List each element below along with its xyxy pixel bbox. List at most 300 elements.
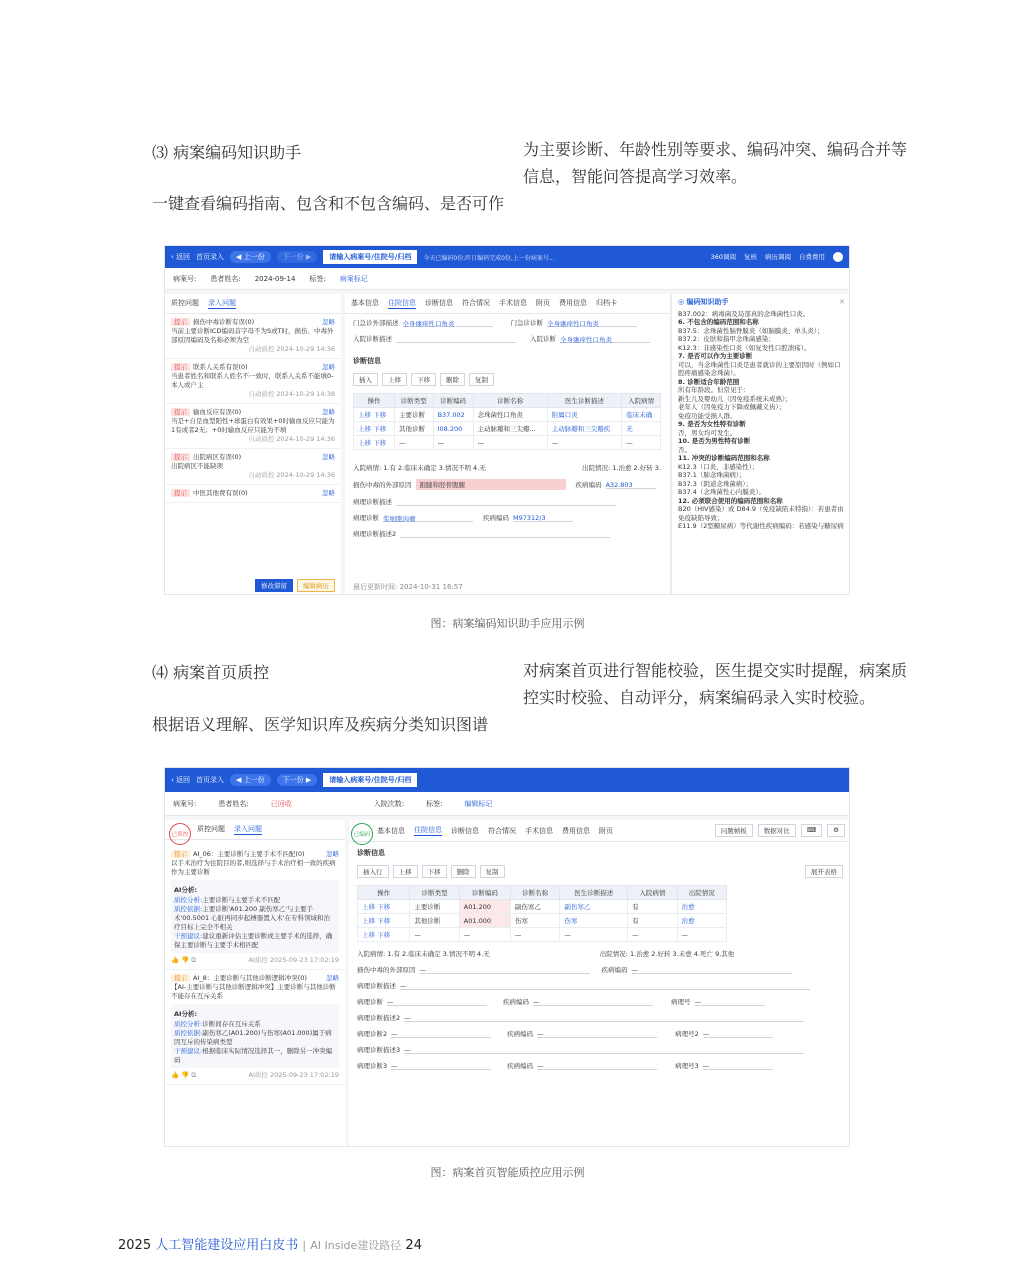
path-desc-label: 病理诊断描述 xyxy=(353,498,392,506)
self-pay-button[interactable]: 自费费用 xyxy=(799,253,825,261)
row-move-controls[interactable]: 上移 下移 xyxy=(354,436,395,450)
ai-issue-item xyxy=(165,846,345,970)
outpatient-desc-value[interactable]: 全身瘙痒性口角炎 xyxy=(403,319,493,327)
path2-no-input[interactable]: — xyxy=(703,1030,773,1038)
patient-name-label: 患者姓名: xyxy=(218,799,249,808)
patient-name-label: 患者姓名: xyxy=(210,274,241,283)
ai-key: 质控依据: xyxy=(174,1029,203,1037)
back-link[interactable]: ‹ 返回 xyxy=(171,776,191,784)
table-row xyxy=(354,422,661,436)
form-tabs xyxy=(345,294,669,314)
ignore-link[interactable]: 忽略 xyxy=(326,850,339,858)
kb-line: 12. 必须联合使用的编码范围和名称 xyxy=(678,496,783,505)
col-header: 诊断名称 xyxy=(510,886,559,900)
issue-tag: 提示 xyxy=(171,453,190,461)
cell[interactable]: 伤寒 xyxy=(560,914,628,928)
tab-fee-info[interactable]: 费用信息 xyxy=(559,299,587,307)
path-no-label: 病理号 xyxy=(671,998,691,1006)
ai-value: 主要诊断'A01.200 副伤寒乙'与主要手术'00.5001 心脏再同步起搏器置入术'在专科领域和治疗目标上完全不相关 xyxy=(174,905,331,931)
cell[interactable]: B37.002 xyxy=(433,408,473,422)
issue-tag: 提示 xyxy=(171,318,190,326)
col-header: 诊断编码 xyxy=(433,394,473,408)
kb-line: 10. 是否为男性特有诊断 xyxy=(678,437,751,445)
tab-appendix[interactable]: 附页 xyxy=(536,299,550,307)
diag-section-title: 诊断信息 xyxy=(357,849,385,857)
admission-desc-input[interactable] xyxy=(396,335,516,343)
table-row xyxy=(354,436,661,450)
kb-line: B37.5：念珠菌性脑脊膜炎（如脑膜炎、单头炎）； xyxy=(678,326,824,335)
path-code-label: 疾病编码 xyxy=(483,514,509,522)
tab-appendix[interactable]: 附页 xyxy=(599,826,613,835)
issue-desc: 当患者姓名和联系人姓名不一致时，联系人关系不能填0-本人或户主 xyxy=(171,372,334,389)
ai-issue-item xyxy=(165,970,345,1085)
ignore-link[interactable]: 忽略 xyxy=(322,318,335,326)
diagnosis-table xyxy=(357,885,727,942)
cell[interactable]: — xyxy=(510,928,559,942)
data-compare-button[interactable]: 数据对比 xyxy=(758,824,796,837)
row-move-controls[interactable]: 上移 下移 xyxy=(358,900,410,914)
assistant-icon: ◎ xyxy=(678,298,687,306)
path-input[interactable]: — xyxy=(387,998,487,1006)
outpatient-diag-label: 门急诊诊断 xyxy=(510,319,543,327)
injury-value[interactable]: 跟腱和胫骨腹腿 xyxy=(416,479,566,490)
path-desc3-field xyxy=(357,1045,843,1054)
issue-title: 中医其他费有误(0) xyxy=(193,489,248,497)
ignore-link[interactable]: 忽略 xyxy=(322,408,335,416)
section3-left-text: 一键查看编码指南、包含和不包含编码、是否可作 xyxy=(152,194,505,213)
tab-qc-issues[interactable]: 质控问题 xyxy=(171,299,199,307)
tab-qc-issues[interactable]: 质控问题 xyxy=(197,825,225,833)
admission-diag-label: 入院诊断 xyxy=(530,335,556,343)
path-code-input[interactable]: — xyxy=(533,998,653,1006)
tab-surgery-info[interactable]: 手术信息 xyxy=(499,299,527,307)
cell[interactable]: 念珠菌性口角炎 xyxy=(473,408,547,422)
kb-title xyxy=(678,298,845,307)
case-search-input[interactable]: 请输入病案号/住院号/归档 xyxy=(323,773,417,787)
kb-line: B37.4（念珠菌性心内膜炎）。 xyxy=(678,488,766,496)
issue-tag: 提示 xyxy=(171,489,190,497)
close-icon[interactable]: ✕ xyxy=(839,298,845,306)
table-row xyxy=(354,408,661,422)
keyboard-icon[interactable]: ⌨ xyxy=(801,824,822,837)
next-button[interactable]: 下一份 ▶ xyxy=(277,251,318,263)
kb-line: 7. 是否可以作为主要诊断 xyxy=(678,352,753,360)
injury-label: 损伤中毒的外部原因 xyxy=(357,966,416,974)
ai-value: 建议重新评估主要诊断或主要手术的选择，确保主要诊断与主要手术相匹配 xyxy=(174,932,333,949)
ai-analysis-box xyxy=(171,880,339,953)
cell[interactable]: — xyxy=(628,928,677,942)
issue-item xyxy=(165,485,341,503)
path3-no-label: 病理号3 xyxy=(675,1062,699,1070)
cell[interactable]: 治愈 xyxy=(677,900,726,914)
cell: — xyxy=(394,436,433,450)
top-right-tools xyxy=(711,252,843,262)
injury-code-label: 疾病编码 xyxy=(575,481,602,489)
left-panel-actions xyxy=(255,579,335,592)
outpatient-desc-label: 门急诊外部描述 xyxy=(353,319,399,327)
cell: 其他诊断 xyxy=(410,914,459,928)
cell[interactable]: 副伤寒乙 xyxy=(510,900,559,914)
issue-tag: 提示 xyxy=(171,408,190,416)
edit-record-button[interactable]: 编辑病历 xyxy=(297,579,335,592)
section3-right-text-1: 为主要诊断、年龄性别等要求、编码冲突、编码合并等 xyxy=(523,140,908,159)
kb-line: B37.002：病毒菌及局部真的念珠菌性口炎。 xyxy=(678,309,810,318)
injury-code-value[interactable]: A32.803 xyxy=(606,481,656,489)
issue-meta: AI质控 2025-09-23 17:02:19 xyxy=(248,1071,339,1079)
path-desc3-input[interactable]: — xyxy=(404,1046,804,1054)
injury-field xyxy=(357,965,843,974)
kb-line: K12.3（口炎、非感染性）； xyxy=(678,462,759,471)
case-no-label: 病案号: xyxy=(173,274,197,283)
issue-desc: 出院病区不能缺项 xyxy=(171,462,223,470)
cell[interactable]: — xyxy=(459,928,510,942)
review-button[interactable]: 复核 xyxy=(744,253,757,261)
path2-no-label: 病理号2 xyxy=(675,1030,699,1038)
path3-label: 病理诊断3 xyxy=(357,1062,388,1070)
footer-subtitle: AI Inside建设路径 xyxy=(310,1239,402,1252)
page-footer xyxy=(118,1234,422,1253)
case-mark-link[interactable]: 病案标记 xyxy=(339,274,368,283)
delete-button[interactable]: 删除 xyxy=(451,865,476,878)
screenshot-coding-assistant xyxy=(164,245,850,595)
col-header: 诊断类型 xyxy=(410,886,459,900)
kb-line: 8. 诊断适合年龄范围 xyxy=(678,377,740,386)
diag-toolbar xyxy=(353,373,661,386)
path3-row xyxy=(357,1061,843,1070)
col-header: 医生诊断描述 xyxy=(560,886,628,900)
path-desc2-label: 病理诊断描述2 xyxy=(353,530,397,538)
cell: — xyxy=(410,928,459,942)
diag-section-title: 诊断信息 xyxy=(353,357,381,365)
injury-code-input[interactable]: — xyxy=(632,966,792,974)
issue-title: 出院病区有误(0) xyxy=(193,453,242,461)
issue-meta: AI质控 2025-09-23 17:02:19 xyxy=(248,956,339,964)
section3-right-text-2: 信息，智能问答提高学习效率。 xyxy=(523,167,748,186)
admission-desc-label: 入院诊断描述 xyxy=(353,335,392,343)
kb-line: K12.3：非感染性口炎（如复发性口腔溃疡）。 xyxy=(678,343,811,352)
ignore-link[interactable]: 忽略 xyxy=(322,453,335,461)
ai-analysis-heading: AI分析: xyxy=(174,886,198,894)
issue-tag: 提示 xyxy=(171,850,190,858)
col-header: 入院病情 xyxy=(622,394,661,408)
row-move-controls[interactable]: 上移 下移 xyxy=(354,422,395,436)
path-code-label: 疾病编码 xyxy=(503,998,529,1006)
back-link[interactable]: ‹ 返回 xyxy=(171,253,191,261)
admit-legend: 入院病情: 1.有 2.临床未确定 3.情况不明 4.无 xyxy=(353,464,486,472)
cell[interactable]: A01.000 xyxy=(459,914,510,928)
ai-value: 诊断间存在互斥关系 xyxy=(202,1020,261,1028)
injury-label: 损伤中毒的外部原因 xyxy=(353,481,412,489)
insert-button[interactable]: 插入 xyxy=(353,373,378,386)
kb-line: 老年人（因免疫力下降或佩戴义齿）； xyxy=(678,403,786,411)
col-header: 诊断类型 xyxy=(394,394,433,408)
cell[interactable]: 伤寒 xyxy=(510,914,559,928)
admission-diag-value[interactable]: 全身瘙痒性口角炎 xyxy=(560,335,650,343)
path-label: 病理诊断 xyxy=(357,998,383,1006)
issue-desc: 当是+自是血型阳性+球蛋白有效果+0时输血反应只能为1有或者2无；+0时输血反应只能为不填 xyxy=(171,417,335,434)
path-desc-input[interactable]: — xyxy=(400,982,810,990)
cell[interactable]: — xyxy=(622,436,661,450)
tag-label: 标签: xyxy=(309,274,326,283)
cell[interactable]: 副伤寒乙 xyxy=(560,900,628,914)
row-move-controls[interactable]: 上移 下移 xyxy=(358,914,410,928)
path3-code-input[interactable]: — xyxy=(537,1062,657,1070)
case-no-label: 病案号: xyxy=(173,799,197,808)
row-move-controls[interactable]: 上移 下移 xyxy=(354,408,395,422)
feedback-icons[interactable]: 👍 👎 ⧉ xyxy=(171,1071,196,1079)
ai-analysis-heading: AI分析: xyxy=(174,1010,198,1018)
issue-meta: 自动质控 2024-10-29 14:38 xyxy=(248,390,335,398)
issue-title: 联系人关系有误(0) xyxy=(193,363,248,371)
cell[interactable]: 治愈 xyxy=(677,914,726,928)
case-info-bar xyxy=(165,268,849,290)
admission-date: 2024-09-14 xyxy=(254,274,296,283)
copy-button[interactable]: 复制 xyxy=(469,373,494,386)
col-header: 操作 xyxy=(358,886,410,900)
kb-line: 可以，当念珠菌性口炎是患者就诊的主要原因时（例如口腔疼痛感染念珠菌）。 xyxy=(678,360,841,377)
diagnosis-table xyxy=(353,393,661,450)
path-desc-field xyxy=(357,981,843,990)
kb-line: 6. 不包含的编码范围和名称 xyxy=(678,318,759,326)
move-up-button[interactable]: 上移 xyxy=(393,865,418,878)
kb-line: 否，男女均可发生。 xyxy=(678,428,737,437)
copy-button[interactable]: 复制 xyxy=(480,865,505,878)
feedback-icons[interactable]: 👍 👎 ⧉ xyxy=(171,956,196,964)
path-desc-input[interactable] xyxy=(396,498,616,506)
tab-inpatient-info[interactable]: 住院信息 xyxy=(414,826,442,834)
move-down-button[interactable]: 下移 xyxy=(411,373,436,386)
next-button[interactable]: 下一份 ▶ xyxy=(277,774,318,786)
ai-key: 干预建议: xyxy=(174,1047,203,1055)
visit-count-label: 入院次数: xyxy=(373,799,405,808)
ignore-link[interactable]: 忽略 xyxy=(322,489,335,497)
issue-item xyxy=(165,449,341,485)
path-row xyxy=(357,997,843,1006)
view-360-button[interactable]: 360调阅 xyxy=(710,253,736,261)
issue-tag: 提示 xyxy=(171,974,190,982)
section4-left-text: 根据语义理解、医学知识库及疾病分类知识图谱 xyxy=(152,715,489,734)
kb-line: B20（HIV感染）或 D84.9（免疫缺陷未特指）：若患者由免疫缺陷导致； xyxy=(678,505,844,522)
move-down-button[interactable]: 下移 xyxy=(422,865,447,878)
prev-button[interactable]: ◀ 上一份 xyxy=(230,774,271,786)
admit-legend: 入院病情: 1.有 2.临床未确定 3.情况不明 4.无 xyxy=(357,950,490,958)
row-move-controls[interactable]: 上移 下移 xyxy=(358,928,410,942)
path-desc-label: 病理诊断描述 xyxy=(357,982,396,990)
issue-item xyxy=(165,404,341,449)
footer-separator: | xyxy=(302,1239,307,1252)
issue-title: AI_8：主要诊断与其他诊断逻辑冲突(0) xyxy=(193,974,307,982)
cell[interactable]: 有 xyxy=(628,900,677,914)
ai-key: 质控分析: xyxy=(174,1020,203,1028)
path2-label: 病理诊断2 xyxy=(357,1030,388,1038)
issue-tag: 提示 xyxy=(171,363,190,371)
move-up-button[interactable]: 上移 xyxy=(382,373,407,386)
discharge-legend: 出院情况: 1.治愈 2.好转 3. xyxy=(582,464,661,472)
path2-code-input[interactable]: — xyxy=(537,1030,657,1038)
qc-issue-panel xyxy=(165,294,341,595)
kb-line: 免疫功能受损人群。 xyxy=(678,411,737,420)
path2-code-label: 疾病编码 xyxy=(507,1030,534,1038)
kb-line: 11. 冲突的诊断编码范围和名称 xyxy=(678,454,770,462)
kb-title-text: 编码知识助手 xyxy=(686,298,729,306)
cell[interactable]: I08.200 xyxy=(433,422,473,436)
kb-line: 否。 xyxy=(678,445,691,454)
recycled-status: 已回收 xyxy=(270,799,292,808)
prev-button[interactable]: ◀ 上一份 xyxy=(230,251,271,263)
kb-line: 所有年龄段。但常见于： xyxy=(678,386,750,394)
last-update-time: 最后更新时间: 2024-10-31 16:57 xyxy=(353,583,463,591)
tab-conformity[interactable]: 符合情况 xyxy=(462,299,490,307)
qc-issue-panel xyxy=(165,820,345,1147)
path-desc2-input[interactable] xyxy=(400,530,610,538)
col-header: 出院情况 xyxy=(677,886,726,900)
path-diag-label: 病理诊断 xyxy=(353,514,379,522)
path2-row xyxy=(357,1029,843,1038)
ignore-link[interactable]: 忽略 xyxy=(326,974,339,982)
outpatient-diag-value[interactable]: 全身瘙痒性口角炎 xyxy=(547,319,637,327)
path-desc2-field xyxy=(357,1013,843,1022)
cell[interactable]: A01.200 xyxy=(459,900,510,914)
issue-desc: 当前主要诊断ICD编码首字母不为S或T时，损伤、中毒外部原因编码及名称必须为空 xyxy=(171,327,334,344)
cell[interactable]: 临床未确 xyxy=(622,408,661,422)
ai-value: 根据临床实际情况选择其一，删除另一冲突编码 xyxy=(174,1047,333,1064)
gear-icon[interactable]: ⚙ xyxy=(827,824,845,837)
tab-archive-card[interactable]: 归档卡 xyxy=(596,299,617,307)
tab-diagnosis-info[interactable]: 诊断信息 xyxy=(451,826,479,835)
section4-right-text-2: 控实时校验、自动评分，病案编码录入实时校验。 xyxy=(523,688,876,707)
admission-fields xyxy=(353,334,661,343)
path-no-input[interactable]: — xyxy=(695,998,765,1006)
edit-mark-link[interactable]: 编辑标记 xyxy=(464,799,493,808)
coding-knowledge-panel xyxy=(671,294,850,595)
kb-line: B37.1（肺念珠菌病）； xyxy=(678,471,746,479)
section4-title: ⑷ 病案首页质控 xyxy=(152,663,270,682)
kb-line: 新生儿及婴幼儿（因免疫系统未成熟）； xyxy=(678,394,792,403)
path2-input[interactable]: — xyxy=(391,1030,491,1038)
delete-button[interactable]: 删除 xyxy=(440,373,465,386)
issue-title: 输血反应有误(0) xyxy=(193,408,242,416)
cell[interactable]: — xyxy=(560,928,628,942)
kb-line: 9. 是否为女性特有诊断 xyxy=(678,420,746,428)
left-tabs xyxy=(165,820,345,840)
col-header: 医生诊断描述 xyxy=(547,394,622,408)
col-header: 操作 xyxy=(354,394,395,408)
insert-row-button[interactable]: 插入行 xyxy=(357,865,389,878)
injury-code-label: 疾病编码 xyxy=(601,966,628,974)
cell[interactable]: 无 xyxy=(622,422,661,436)
ignore-link[interactable]: 忽略 xyxy=(322,363,335,371)
case-info-bar xyxy=(165,792,849,816)
path-desc3-label: 病理诊断描述3 xyxy=(357,1046,401,1054)
path3-code-label: 疾病编码 xyxy=(507,1062,534,1070)
figure-caption-1: 图：病案编码知识助手应用示例 xyxy=(430,617,585,630)
issue-board-button[interactable]: 问题帧板 xyxy=(715,824,753,837)
home-entry-link[interactable]: 首页录入 xyxy=(196,253,225,261)
section4-right-text-1: 对病案首页进行智能校验，医生提交实时提醒，病案质 xyxy=(523,661,908,680)
tab-basic-info[interactable]: 基本信息 xyxy=(351,299,379,307)
table-row xyxy=(358,900,727,914)
footer-year: 2025 xyxy=(118,1238,152,1253)
footer-title: 人工智能建设应用白皮书 xyxy=(155,1238,299,1253)
path-desc2-label: 病理诊断描述2 xyxy=(357,1014,401,1022)
tab-diagnosis-info[interactable]: 诊断信息 xyxy=(425,299,453,307)
cell[interactable]: 有 xyxy=(628,914,677,928)
home-entry-link[interactable]: 首页录入 xyxy=(196,776,225,784)
left-tabs xyxy=(165,294,341,314)
cell: 主要诊断 xyxy=(394,408,433,422)
record-view-button[interactable]: 病历调阅 xyxy=(765,253,791,261)
tab-inpatient-info[interactable]: 住院信息 xyxy=(388,299,416,307)
col-header: 诊断编码 xyxy=(459,886,510,900)
issue-desc: 以手术治疗为住院目的者,则选择与手术治疗相一致的疾病作为主要诊断 xyxy=(171,859,336,876)
kb-line: E11.9（2型糖尿病）等代谢性疾病编码：若感染与糖尿病 xyxy=(678,522,844,530)
condition-legend xyxy=(357,949,843,958)
path3-input[interactable]: — xyxy=(391,1062,491,1070)
kb-line: B37.2：皮肤和指甲念珠菌感染； xyxy=(678,335,775,343)
case-form-panel xyxy=(345,294,669,595)
tab-entry-issues[interactable]: 录入问题 xyxy=(208,299,236,307)
figure-caption-2: 图：病案首页智能质控应用示例 xyxy=(430,1166,585,1179)
ai-key: 质控分析: xyxy=(174,896,203,904)
modify-button[interactable]: 修改滞留 xyxy=(255,579,293,592)
path-desc2-input[interactable]: — xyxy=(404,1014,804,1022)
injury-input[interactable]: — xyxy=(420,966,590,974)
cell[interactable]: — xyxy=(433,436,473,450)
cell[interactable]: 主动脉瓣和三尖瓣疾 xyxy=(547,422,622,436)
cell[interactable]: — xyxy=(473,436,547,450)
cell[interactable]: 主动脉瓣和三尖瓣... xyxy=(473,422,547,436)
cell: 主要诊断 xyxy=(410,900,459,914)
cell: 其他诊断 xyxy=(394,422,433,436)
path-desc-field xyxy=(353,497,661,506)
screenshot-homepage-qc xyxy=(164,767,850,1147)
ai-value: 副伤寒乙(A01.200)与伤寒(A01.000)属于病因互斥的传染病类型 xyxy=(174,1029,332,1046)
case-search-input[interactable]: 请输入病案号/住院号/归档 xyxy=(323,250,417,264)
issue-meta: 自动质控 2024-10-29 14:36 xyxy=(248,471,335,479)
table-row xyxy=(358,914,727,928)
path-desc2-field xyxy=(353,529,661,538)
path3-no-input[interactable]: — xyxy=(703,1062,773,1070)
path-diag-value[interactable]: 浆细胞肉瘤 xyxy=(383,514,473,522)
tab-conformity[interactable]: 符合情况 xyxy=(488,826,516,835)
cell[interactable]: — xyxy=(547,436,622,450)
condition-legend xyxy=(353,463,661,472)
tab-entry-issues[interactable]: 录入问题 xyxy=(234,825,262,833)
tag-label: 标签: xyxy=(426,799,443,808)
tab-surgery-info[interactable]: 手术信息 xyxy=(525,826,553,835)
qc-done-stamp: 已质控 xyxy=(169,823,191,845)
ai-value: 主要诊断与主要手术不匹配 xyxy=(202,896,281,904)
issue-meta: 自动质控 2024-10-29 14:36 xyxy=(248,345,335,353)
cell[interactable]: — xyxy=(677,928,726,942)
expand-table-button[interactable]: 展开表格 xyxy=(805,865,843,878)
case-form-panel xyxy=(349,820,850,1147)
cell[interactable]: 附属口炎 xyxy=(547,408,622,422)
ai-key: 质控依据: xyxy=(174,905,203,913)
section3-title: ⑶ 病案编码知识助手 xyxy=(152,143,302,162)
issue-item xyxy=(165,314,341,359)
ai-key: 干预建议: xyxy=(174,932,203,940)
coded-stamp: 已编码 xyxy=(351,823,373,845)
path-code-value[interactable]: M97312/3 xyxy=(513,514,573,522)
top-nav-bar xyxy=(165,246,849,268)
page-number: 24 xyxy=(405,1238,422,1253)
tab-basic-info[interactable]: 基本信息 xyxy=(377,826,405,835)
issue-desc: 【AI-主要诊断与其他诊断逻辑冲突】主要诊断与其他诊断不能存在互斥关系 xyxy=(171,983,336,1000)
avatar-icon[interactable] xyxy=(833,252,843,262)
tab-fee-info[interactable]: 费用信息 xyxy=(562,826,590,835)
issue-item xyxy=(165,359,341,404)
